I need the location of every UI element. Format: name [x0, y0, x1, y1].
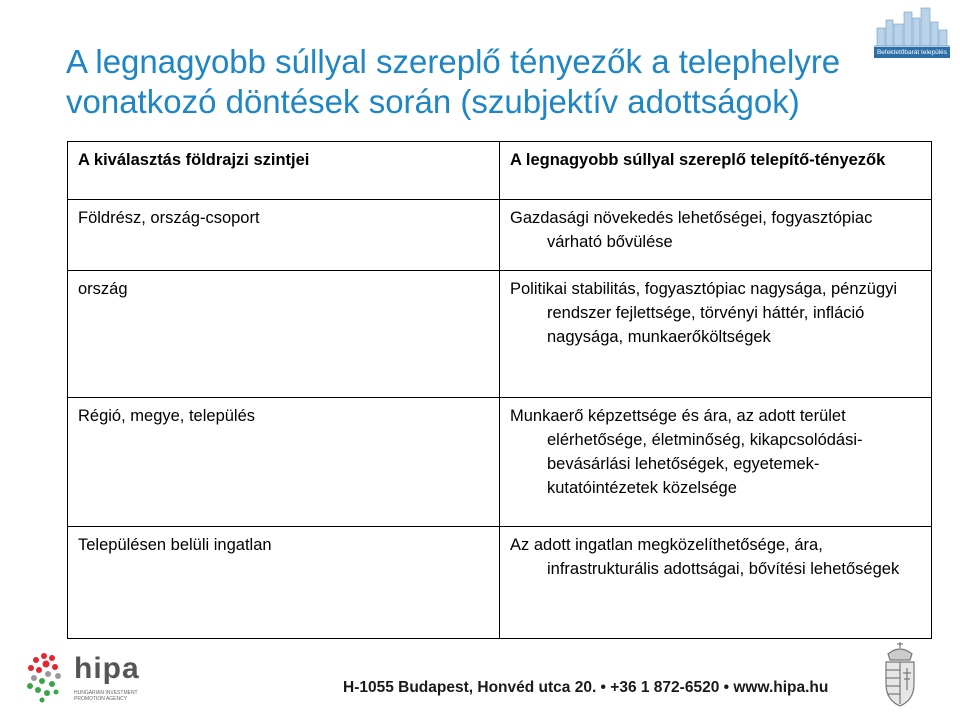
hungarian-coat-of-arms-icon [878, 640, 922, 710]
row-factors-cell: Munkaerő képzettsége és ára, az adott terület elérhetősége, életminőség, kikapcsolódási-bevásárlási lehetőségek, egyetemek-kutatóintézetek közelsége [500, 398, 932, 527]
hipa-dots-icon [22, 648, 72, 708]
row-level-cell: Földrész, ország-csoport [68, 200, 500, 271]
hipa-wordmark: hipa [74, 652, 140, 685]
slide-title [66, 42, 886, 122]
investor-friendly-logo [872, 6, 952, 62]
header-factors: A legnagyobb súllyal szereplő telepítő-tényezők [500, 142, 932, 200]
footer-address: H-1055 Budapest, Honvéd utca 20. • +36 1 872-6520 • www.hipa.hu [343, 679, 829, 696]
row-level-cell: Régió, megye, település [68, 398, 500, 527]
city-skyline-icon [872, 6, 952, 48]
table-row [68, 271, 932, 398]
row-factors-cell: Politikai stabilitás, fogyasztópiac nagysága, pénzügyi rendszer fejlettsége, törvényi háttér, infláció nagysága, munkaerőköltségek [500, 271, 932, 398]
table-row [68, 527, 932, 639]
row-level-cell: Településen belüli ingatlan [68, 527, 500, 639]
investor-friendly-banner: Befektetőbarát település [874, 47, 950, 58]
hipa-logo [22, 648, 142, 714]
row-factors-cell: Az adott ingatlan megközelíthetősége, ára, infrastrukturális adottságai, bővítési lehetőségek [500, 527, 932, 639]
table-header-row [68, 142, 932, 200]
header-geo-level: A kiválasztás földrajzi szintjei [68, 142, 500, 200]
slide-title-line-2: vonatkozó döntések során (szubjektív adottságok) [66, 83, 800, 120]
hipa-tagline: HUNGARIAN INVESTMENT PROMOTION AGENCY [74, 690, 138, 702]
row-level-cell: ország [68, 271, 500, 398]
table-row [68, 398, 932, 527]
location-factors-table [67, 141, 932, 639]
slide-title-line-1: A legnagyobb súllyal szereplő tényezők a telephelyre [66, 43, 841, 80]
row-factors-cell: Gazdasági növekedés lehetőségei, fogyasztópiac várható bővülése [500, 200, 932, 271]
table-row [68, 200, 932, 271]
